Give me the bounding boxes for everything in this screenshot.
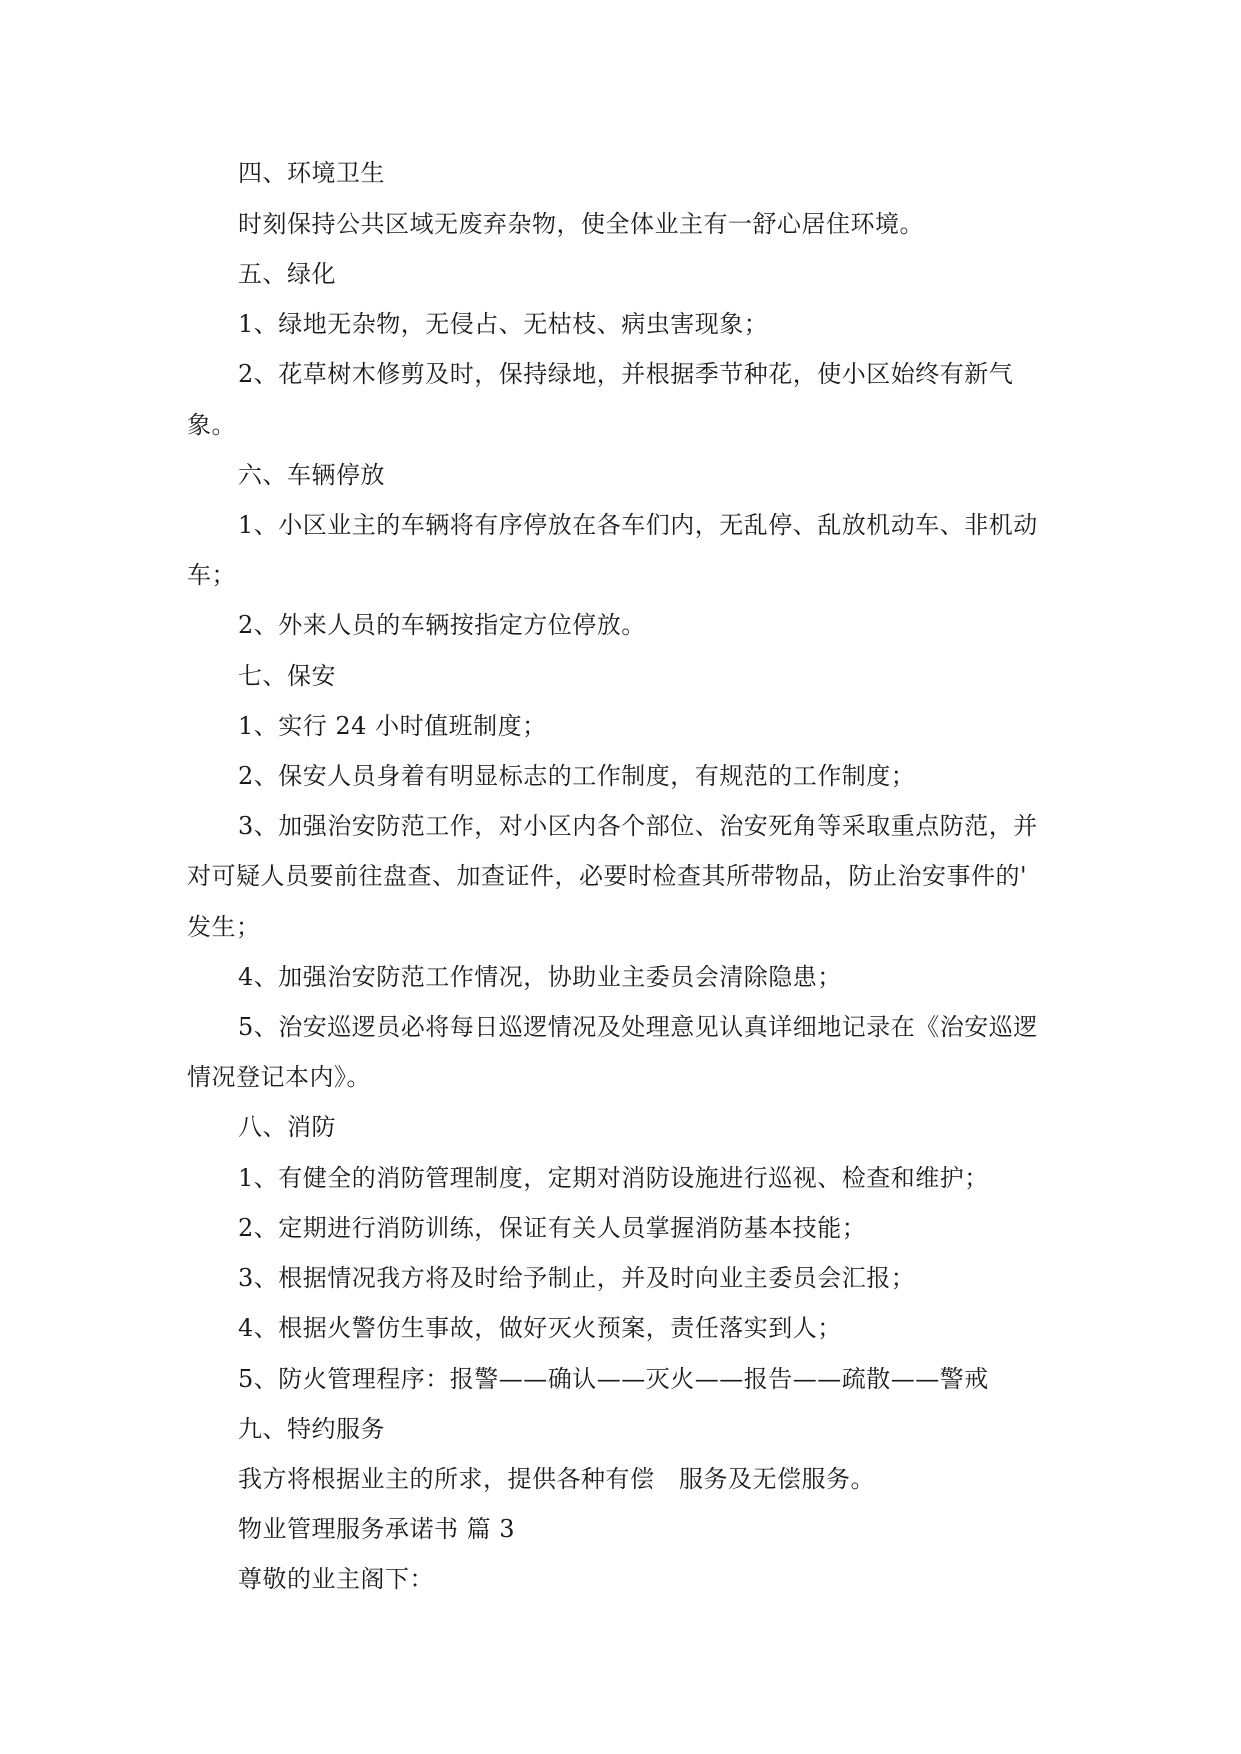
- fire-item-5: 5、防火管理程序：报警——确认——灭火——报告——疏散——警戒: [238, 1365, 989, 1393]
- document-title-part-3: 物业管理服务承诺书 篇 3: [238, 1515, 516, 1543]
- parking-item-2: 2、外来人员的车辆按指定方位停放。: [238, 611, 646, 639]
- section-heading-environment: 四、环境卫生: [238, 159, 385, 187]
- section-heading-parking: 六、车辆停放: [238, 461, 385, 489]
- security-item-3-continued: 对可疑人员要前往盘查、加查证件，必要时检查其所带物品，防止治安事件的': [187, 862, 1028, 890]
- paragraph-environment: 时刻保持公共区域无废弃杂物，使全体业主有一舒心居住环境。: [238, 210, 924, 238]
- security-item-3: 3、加强治安防范工作，对小区内各个部位、治安死角等采取重点防范，并: [238, 812, 1038, 840]
- security-item-1: 1、实行 24 小时值班制度；: [238, 712, 547, 740]
- security-item-5: 5、治安巡逻员必将每日巡逻情况及处理意见认真详细地记录在《治安巡逻: [238, 1013, 1038, 1041]
- section-heading-greening: 五、绿化: [238, 260, 336, 288]
- fire-item-1: 1、有健全的消防管理制度，定期对消防设施进行巡视、检查和维护；: [238, 1164, 989, 1192]
- parking-item-1-continued: 车；: [187, 561, 236, 589]
- section-heading-security: 七、保安: [238, 662, 336, 690]
- security-item-5-continued: 情况登记本内》。: [187, 1063, 371, 1091]
- paragraph-special-service: 我方将根据业主的所求，提供各种有偿 服务及无偿服务。: [238, 1465, 875, 1493]
- greening-item-2: 2、花草树木修剪及时，保持绿地，并根据季节种花，使小区始终有新气: [238, 360, 1014, 388]
- section-heading-special-service: 九、特约服务: [238, 1415, 385, 1443]
- security-item-3-end: 发生；: [187, 913, 261, 941]
- security-item-2: 2、保安人员身着有明显标志的工作制度，有规范的工作制度；: [238, 762, 916, 790]
- fire-item-3: 3、根据情况我方将及时给予制止，并及时向业主委员会汇报；: [238, 1264, 916, 1292]
- fire-item-4: 4、根据火警仿生事故，做好灭火预案，责任落实到人；: [238, 1314, 842, 1342]
- fire-item-2: 2、定期进行消防训练，保证有关人员掌握消防基本技能；: [238, 1214, 867, 1242]
- greening-item-1: 1、绿地无杂物，无侵占、无枯枝、病虫害现象；: [238, 310, 769, 338]
- section-heading-fire: 八、消防: [238, 1113, 336, 1141]
- security-item-4: 4、加强治安防范工作情况，协助业主委员会清除隐患；: [238, 963, 842, 991]
- salutation: 尊敬的业主阁下：: [238, 1565, 434, 1593]
- parking-item-1: 1、小区业主的车辆将有序停放在各车们内，无乱停、乱放机动车、非机动: [238, 511, 1038, 539]
- greening-item-2-continued: 象。: [187, 411, 236, 439]
